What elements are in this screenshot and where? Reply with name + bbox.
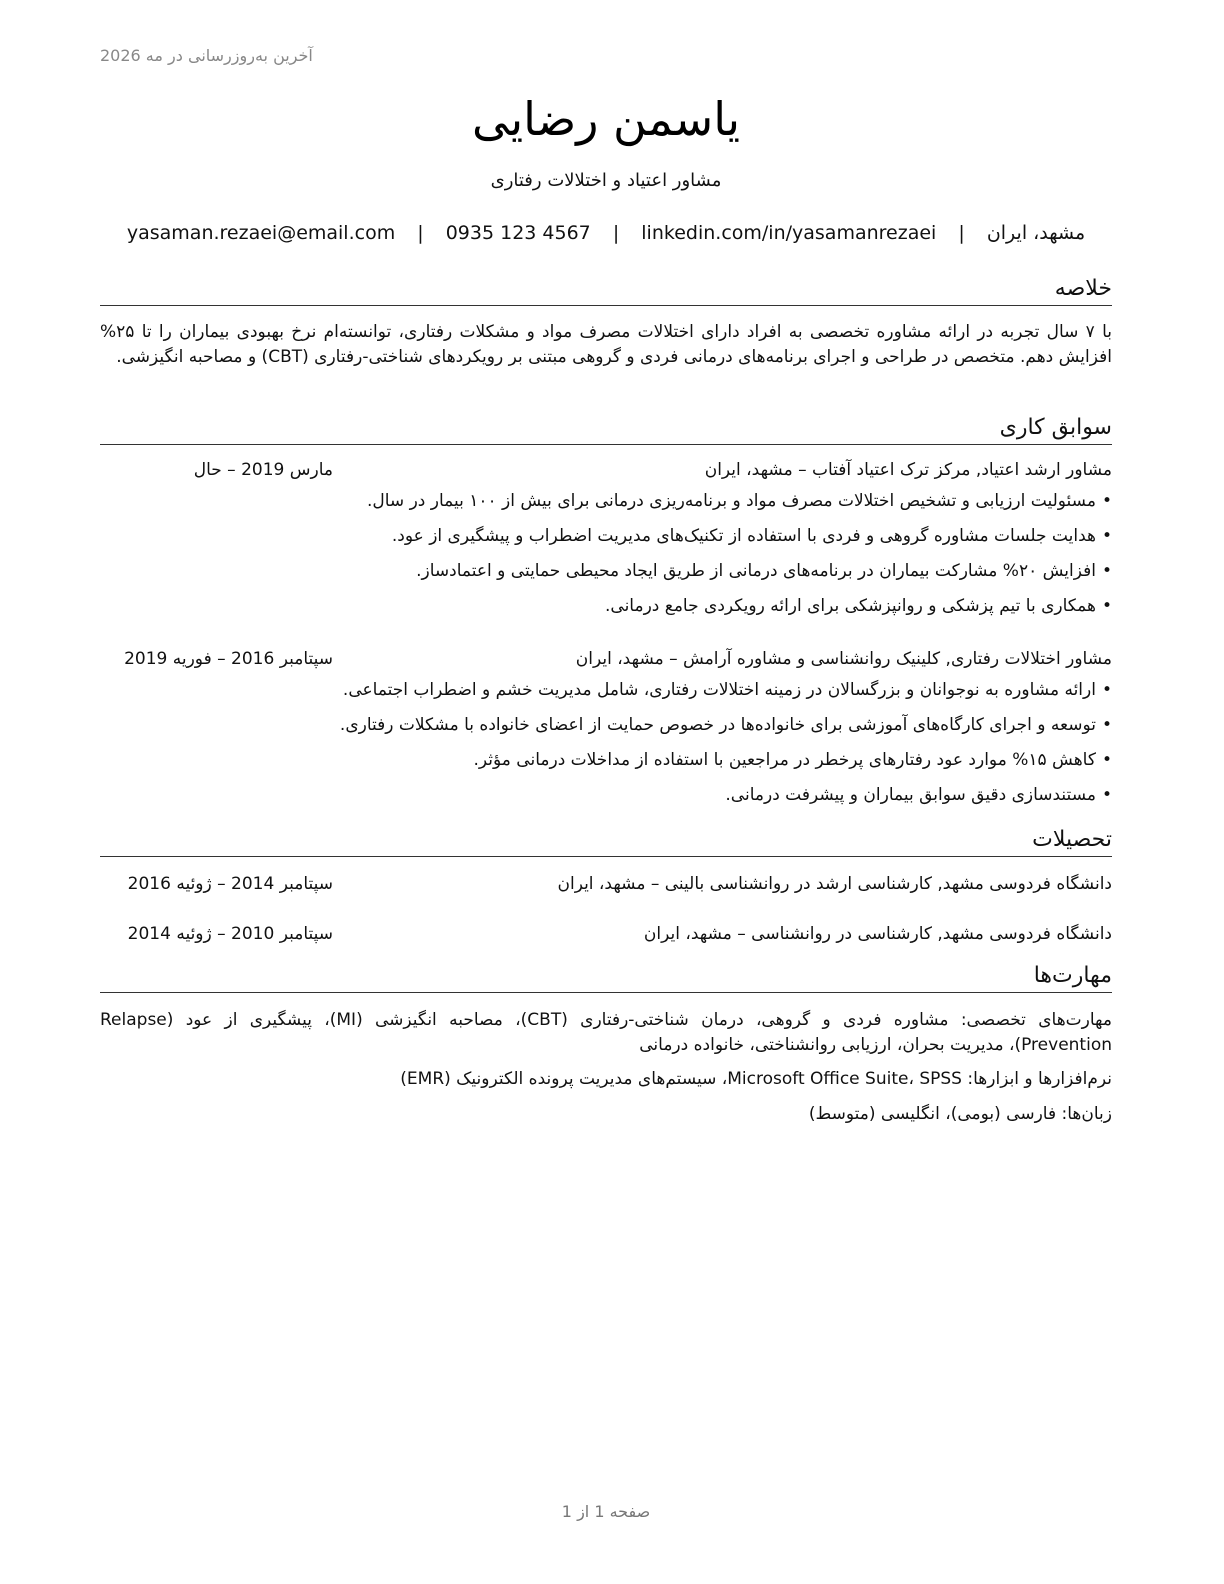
last-updated-note: آخرین به‌روزرسانی در مه 2026 xyxy=(100,46,313,65)
job-role: مشاور اختلالات رفتاری, کلینیک روانشناسی و مشاوره آرامش – مشهد، ایران xyxy=(575,649,1112,669)
skills-heading: مهارت‌ها xyxy=(100,962,1112,993)
education-degree: دانشگاه فردوسی مشهد, کارشناسی در روانشناسی – مشهد، ایران xyxy=(643,924,1112,944)
job-role: مشاور ارشد اعتیاد, مرکز ترک اعتیاد آفتاب – مشهد، ایران xyxy=(704,460,1112,480)
contact-linkedin[interactable]: linkedin.com/in/yasamanrezaei xyxy=(641,222,937,244)
experience-heading: سوابق کاری xyxy=(100,414,1112,445)
job-bullet: • همکاری با تیم پزشکی و روانپزشکی برای ارائه رویکردی جامع درمانی. xyxy=(100,593,1112,628)
resume-page xyxy=(100,0,1112,1584)
job-bullets xyxy=(100,677,1112,817)
job-bullets xyxy=(100,488,1112,628)
contact-separator: | xyxy=(958,222,965,244)
education-entry xyxy=(100,871,1112,897)
job-bullet: • مستندسازی دقیق سوابق بیماران و پیشرفت درمانی. xyxy=(100,782,1112,817)
job-bullet: • هدایت جلسات مشاوره گروهی و فردی با استفاده از تکنیک‌های مدیریت اضطراب و پیشگیری از عود. xyxy=(100,523,1112,558)
contact-separator: | xyxy=(417,222,424,244)
job-entry-header xyxy=(100,457,1112,483)
job-bullet: • ارائه مشاوره به نوجوانان و بزرگسالان در زمینه اختلالات رفتاری، شامل مدیریت خشم و اضطراب اجتماعی. xyxy=(100,677,1112,712)
education-degree: دانشگاه فردوسی مشهد, کارشناسی ارشد در روانشناسی بالینی – مشهد، ایران xyxy=(557,874,1112,894)
education-date: سپتامبر 2014 – ژوئیه 2016 xyxy=(127,874,333,894)
contact-line xyxy=(100,222,1112,244)
job-bullet: • مسئولیت ارزیابی و تشخیص اختلالات مصرف مواد و برنامه‌ریزی درمانی برای بیش از ۱۰۰ بیمار در سال. xyxy=(100,488,1112,523)
summary-heading: خلاصه xyxy=(100,275,1112,306)
job-date: سپتامبر 2016 – فوریه 2019 xyxy=(124,649,333,669)
job-date: مارس 2019 – حال xyxy=(193,460,333,480)
job-bullet: • افزایش ۲۰% مشارکت بیماران در برنامه‌های درمانی از طریق ایجاد محیطی حمایتی و اعتمادساز. xyxy=(100,558,1112,593)
contact-separator: | xyxy=(612,222,620,244)
skills-professional: مهارت‌های تخصصی: مشاوره فردی و گروهی، درمان شناختی-رفتاری (CBT)، مصاحبه انگیزشی (MI)، پیشگیری از عود (Relapse Prevention)، مدیریت بحران، ارزیابی روانشناختی، خانواده درمانی xyxy=(100,1010,1112,1055)
job-bullet: • توسعه و اجرای کارگاه‌های آموزشی برای خانواده‌ها در خصوص حمایت از اعضای خانواده با مشکلات رفتاری. xyxy=(100,712,1112,747)
education-heading: تحصیلات xyxy=(100,826,1112,857)
education-date: سپتامبر 2010 – ژوئیه 2014 xyxy=(127,924,333,944)
contact-location: مشهد، ایران xyxy=(986,222,1086,244)
job-entry-header xyxy=(100,646,1112,672)
job-title: مشاور اعتیاد و اختلالات رفتاری xyxy=(490,170,722,191)
candidate-name: یاسمن رضایی xyxy=(471,92,741,146)
page-number: صفحه 1 از 1 xyxy=(561,1502,651,1521)
contact-email[interactable]: yasaman.rezaei@email.com xyxy=(126,222,396,244)
summary-text: با ۷ سال تجربه در ارائه مشاوره تخصصی به افراد دارای اختلالات مصرف مواد و مشکلات رفتاری، توانسته‌ام نرخ بهبودی بیماران را تا ۲۵% افزایش دهم. متخصص در طراحی و اجرای برنامه‌های درمانی فردی و گروهی مبتنی بر رویکردهای شناختی-رفتاری (CBT) و مصاحبه انگیزشی. xyxy=(100,322,1112,367)
skills-software: نرم‌افزارها و ابزارها: Microsoft Office Suite، SPSS، سیستم‌های مدیریت پرونده الکترونیک (EMR) xyxy=(400,1069,1112,1089)
education-entry xyxy=(100,921,1112,947)
skills-languages: زبان‌ها: فارسی (بومی)، انگلیسی (متوسط) xyxy=(808,1104,1112,1124)
job-bullet: • کاهش ۱۵% موارد عود رفتارهای پرخطر در مراجعین با استفاده از مداخلات درمانی مؤثر. xyxy=(100,747,1112,782)
contact-phone: 0935 123 4567 xyxy=(445,222,591,244)
